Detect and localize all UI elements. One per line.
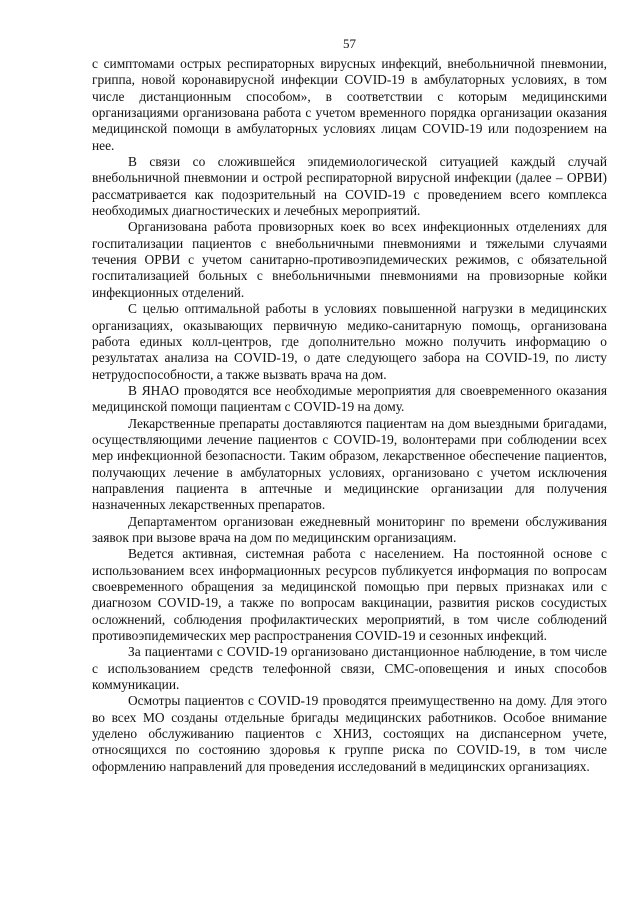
paragraph: Осмотры пациентов с COVID-19 проводятся преимущественно на дому. Для этого во всех МО созданы отдельные бригады медицинских работников. Особое внимание уделено обслуживанию пациентов с ХНИЗ, состоящих на диспансерном учете, относящихся по состоянию здоровья к группе риска по COVID-19, в том числе оформлению направлений для проведения исследований в медицинских организациях. (92, 693, 607, 774)
paragraph: В ЯНАО проводятся все необходимые мероприятия для своевременного оказания медицинской помощи пациентам с COVID-19 на дому. (92, 382, 607, 415)
paragraph: В связи со сложившейся эпидемиологической ситуацией каждый случай внебольничной пневмонии и острой респираторной вирусной инфекции (далее – ОРВИ) рассматривается как подозрительный на COVID-19 с проведением всего комплекса необходимых диагностических и лечебных мероприятий. (92, 154, 607, 219)
paragraph: Департаментом организован ежедневный мониторинг по времени обслуживания заявок при вызове врача на дом по медицинским организациям. (92, 513, 607, 545)
paragraph: За пациентами с COVID-19 организовано дистанционное наблюдение, в том числе с использованием средств телефонной связи, СМС-оповещения и иных способов коммуникации. (92, 644, 607, 693)
paragraph-continuation: с симптомами острых респираторных вирусных инфекций, внебольничной пневмонии, гриппа, новой коронавирусной инфекции COVID-19 в амбулаторных условиях, в том числе дистанционным способом», в соответствии с которым медицинскими организациями организована работа с учетом временного порядка организации оказания медицинской помощи в амбулаторных условиях лицам COVID-19 или подозрением на нее. (92, 56, 607, 153)
page-number: 57 (343, 36, 356, 51)
paragraph: Организована работа провизорных коек во всех инфекционных отделениях для госпитализации пациентов с внебольничными пневмониями и тяжелыми случаями течения ОРВИ с учетом санитарно-противоэпидемических режимов, с обязательной госпитализацией больных с внебольничными пневмониями на провизорные койки инфекционных отделений. (92, 219, 607, 300)
paragraph: Ведется активная, системная работа с населением. На постоянной основе с использованием всех информационных ресурсов публикуется информация по вопросам своевременного обращения за медицинской помощью при первых признаках или с диагнозом COVID-19, а также по вопросам вакцинации, развития рисков сосудистых осложнений, соблюдения профилактических мероприятий, в том числе соблюдений противоэпидемических мер распространения COVID-19 и сезонных инфекций. (92, 546, 607, 644)
paragraph: Лекарственные препараты доставляются пациентам на дом выездными бригадами, осуществляющими лечение пациентов с COVID-19, волонтерами при соблюдении всех мер инфекционной безопасности. Таким образом, лекарственное обеспечение пациентов, получающих лечение в амбулаторных условиях, организовано с учетом исключения направления пациента в аптечные и медицинские организации для получения назначенных лекарственных препаратов. (92, 415, 607, 513)
paragraph: С целью оптимальной работы в условиях повышенной нагрузки в медицинских организациях, оказывающих первичную медико-санитарную помощь, организована работа единых колл-центров, где дополнительно можно получить информацию о результатах анализа на COVID-19, о дате следующего забора на COVID-19, по листу нетрудоспособности, а также вызвать врача на дом. (92, 301, 607, 382)
